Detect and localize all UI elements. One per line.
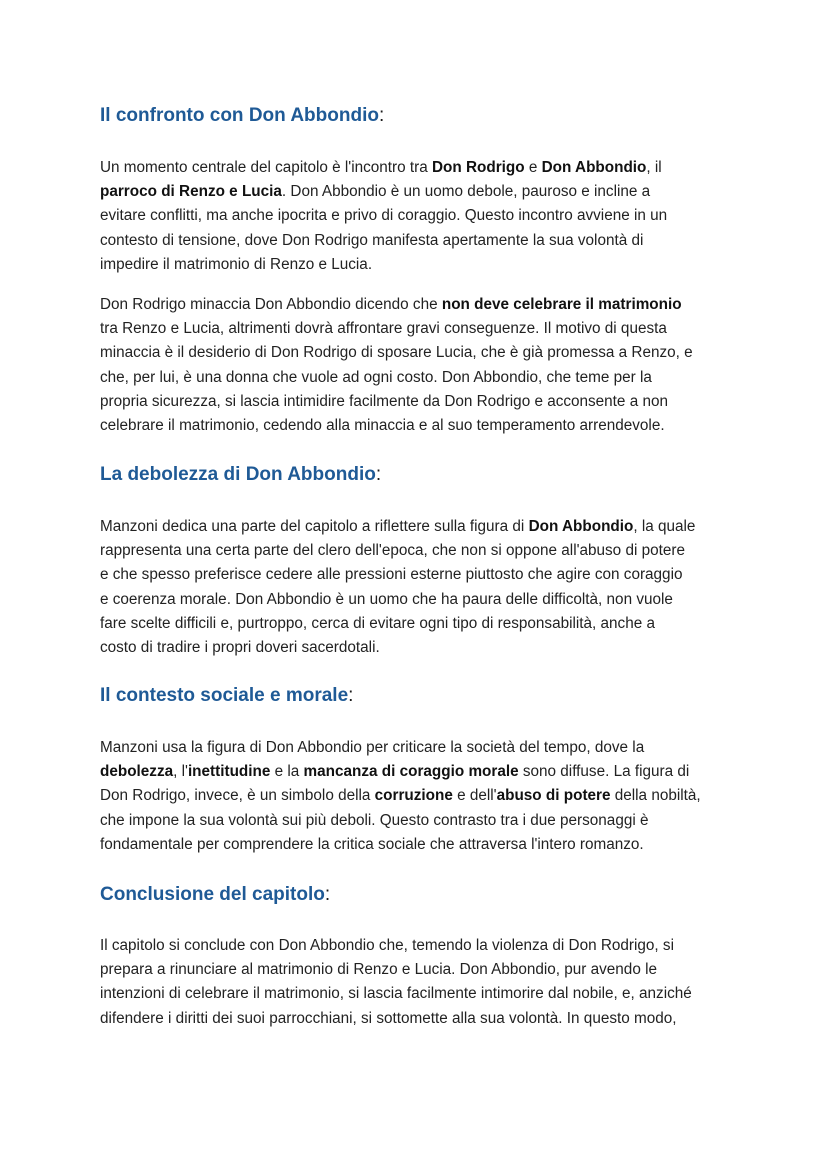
text-line bbox=[100, 958, 692, 982]
text: e che spesso preferisce cedere alle pressioni esterne piuttosto che agire con coraggio bbox=[100, 566, 683, 584]
text: che impone la sua volontà sui più deboli. Questo contrasto tra i due personaggi è bbox=[100, 811, 649, 829]
text-line bbox=[100, 784, 701, 808]
text: minaccia è il desiderio di Don Rodrigo di sposare Lucia, che è già promessa a Renzo, e bbox=[100, 344, 693, 362]
text: intenzioni di celebrare il matrimonio, si lascia facilmente intimorire dal nobile, e, anziché bbox=[100, 985, 692, 1003]
text-line bbox=[100, 204, 667, 228]
text: fare scelte difficili e, purtroppo, cerca di evitare ogni tipo di responsabilità, anche a bbox=[100, 614, 655, 632]
text: Don Rodrigo, invece, è un simbolo della bbox=[100, 787, 375, 805]
text-line bbox=[100, 539, 695, 563]
paragraph bbox=[100, 736, 701, 857]
paragraph bbox=[100, 293, 693, 438]
heading-text: Il confronto con Don Abbondio bbox=[100, 105, 379, 126]
text: , l' bbox=[173, 763, 188, 781]
paragraph bbox=[100, 156, 667, 277]
text: difendere i diritti dei suoi parrocchiani, si sottomette alla sua volontà. In questo modo, bbox=[100, 1009, 677, 1027]
text-line bbox=[100, 229, 667, 253]
text-line bbox=[100, 390, 693, 414]
text: . Don Abbondio è un uomo debole, pauroso e incline a bbox=[281, 183, 651, 201]
bold-text: inettitudine bbox=[187, 763, 271, 781]
text: fondamentale per comprendere la critica sociale che attraversa l'intero romanzo. bbox=[100, 835, 644, 853]
text: Un momento centrale del capitolo è l'incontro tra bbox=[100, 159, 432, 176]
text: evitare conflitti, ma anche ipocrita e privo di coraggio. Questo incontro avviene in un bbox=[100, 207, 668, 225]
text-line bbox=[100, 1007, 692, 1031]
heading-colon: : bbox=[378, 105, 385, 126]
text-line bbox=[100, 563, 695, 587]
paragraph bbox=[100, 934, 692, 1031]
text: propria sicurezza, si lascia intimidire facilmente da Don Rodrigo e acconsente a non bbox=[100, 392, 668, 410]
bold-text: mancanza di coraggio morale bbox=[303, 763, 519, 781]
text: e dell' bbox=[452, 787, 497, 805]
heading-text: La debolezza di Don Abbondio bbox=[100, 464, 376, 485]
text: , il bbox=[646, 159, 662, 176]
heading-colon: : bbox=[324, 884, 331, 905]
text-line bbox=[100, 515, 695, 539]
bold-text: Don Abbondio bbox=[541, 159, 647, 176]
text: , la quale bbox=[633, 518, 696, 535]
heading-text: Conclusione del capitolo bbox=[100, 884, 325, 905]
section-heading bbox=[100, 884, 330, 906]
text: impedire il matrimonio di Renzo e Lucia. bbox=[100, 255, 373, 273]
text: Don Rodrigo minaccia Don Abbondio dicendo che bbox=[100, 296, 442, 313]
text: e la bbox=[270, 763, 304, 781]
text-line bbox=[100, 366, 693, 390]
text: tra Renzo e Lucia, altrimenti dovrà affrontare gravi conseguenze. Il motivo di questa bbox=[100, 320, 667, 338]
text: costo di tradire i propri doveri sacerdotali. bbox=[100, 639, 380, 657]
bold-text: abuso di potere bbox=[496, 787, 611, 805]
bold-text: parroco di Renzo e Lucia bbox=[100, 183, 282, 201]
text-line bbox=[100, 588, 695, 612]
text-line bbox=[100, 293, 693, 317]
text: e coerenza morale. Don Abbondio è un uomo che ha paura delle difficoltà, non vuole bbox=[100, 590, 673, 608]
text-line bbox=[100, 414, 693, 438]
text: Manzoni usa la figura di Don Abbondio per criticare la società del tempo, dove la bbox=[100, 739, 645, 756]
text-line bbox=[100, 253, 667, 277]
bold-text: Don Abbondio bbox=[528, 518, 634, 535]
text: Il capitolo si conclude con Don Abbondio che, temendo la violenza di Don Rodrigo, si bbox=[100, 937, 674, 954]
text: e bbox=[524, 159, 542, 176]
bold-text: debolezza bbox=[100, 763, 174, 781]
bold-text: non deve celebrare il matrimonio bbox=[441, 296, 682, 313]
text-line bbox=[100, 833, 701, 857]
bold-text: Don Rodrigo bbox=[431, 159, 525, 176]
text-line bbox=[100, 317, 693, 341]
section-heading bbox=[100, 464, 381, 486]
text: prepara a rinunciare al matrimonio di Renzo e Lucia. Don Abbondio, pur avendo le bbox=[100, 961, 657, 979]
text: celebrare il matrimonio, cedendo alla minaccia e al suo temperamento arrendevole. bbox=[100, 417, 665, 435]
text-line bbox=[100, 636, 695, 660]
text-line bbox=[100, 809, 701, 833]
text: contesto di tensione, dove Don Rodrigo manifesta apertamente la sua volontà di bbox=[100, 231, 644, 249]
text-line bbox=[100, 156, 667, 180]
text-line bbox=[100, 760, 701, 784]
paragraph bbox=[100, 515, 695, 660]
heading-text: Il contesto sociale e morale bbox=[100, 685, 349, 706]
text: che, per lui, è una donna che vuole ad ogni costo. Don Abbondio, che teme per la bbox=[100, 368, 652, 386]
text-line bbox=[100, 736, 701, 760]
text: sono diffuse. La figura di bbox=[518, 763, 690, 781]
text: Manzoni dedica una parte del capitolo a riflettere sulla figura di bbox=[100, 518, 529, 535]
text: della nobiltà, bbox=[610, 787, 701, 805]
text-line bbox=[100, 612, 695, 636]
text: rappresenta una certa parte del clero dell'epoca, che non si oppone all'abuso di potere bbox=[100, 542, 685, 560]
text-line bbox=[100, 934, 692, 958]
heading-colon: : bbox=[348, 685, 354, 706]
text-line bbox=[100, 341, 693, 365]
heading-colon: : bbox=[375, 464, 382, 485]
bold-text: corruzione bbox=[374, 787, 453, 805]
text-line bbox=[100, 982, 692, 1006]
section-heading bbox=[100, 685, 353, 707]
text-line bbox=[100, 180, 667, 204]
section-heading bbox=[100, 105, 384, 127]
